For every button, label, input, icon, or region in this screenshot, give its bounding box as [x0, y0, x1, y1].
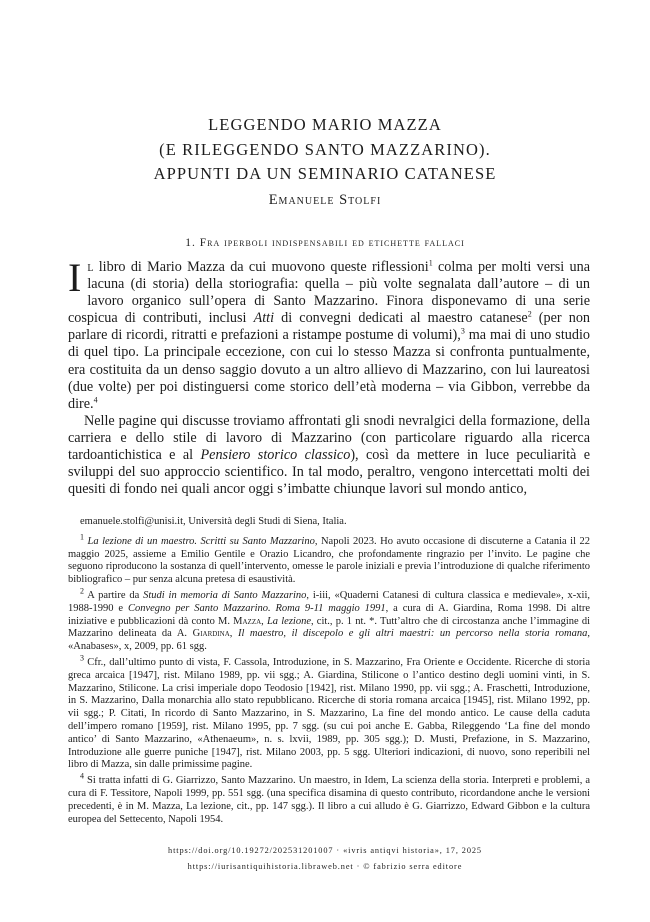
title-line-2: (E RILEGGENDO SANTO MAZZARINO). [159, 139, 491, 159]
title-line-1: LEGGENDO MARIO MAZZA [208, 115, 442, 134]
footnote-ref-3[interactable]: 3 [460, 326, 465, 336]
drop-cap: I [68, 255, 82, 300]
author-affiliation: emanuele.stolfi@unisi.it, Università degli Studi di Siena, Italia. [80, 516, 347, 527]
footnote-ref-4[interactable]: 4 [93, 395, 98, 405]
footnote-1: $^1$ La lezione di un maestro. Scritti su Santo Mazzarino, Napoli 2023. Ho avuto occasione di discuterne a Catania il 22 maggio 2025, assieme a Emilio Gentile e Orazio Licandro, che profondamente ringrazio per l’invito. Le pagine che seguono riproducono la sostanza di quell’intervento, omesse le parole iniziali e previa l’introduzione di qualche riferimento bibliografico – pur senza alcuna pretesa di esaustività. [68, 532, 591, 586]
footer-website-line: https://iurisantiquihistoria.libraweb.net · © fabrizio serra editore [187, 862, 463, 871]
footnotes [68, 516, 590, 829]
footer-doi-line: https://doi.org/10.19272/202531201007 · «ivris antiqvi historia», 17, 2025 [168, 846, 482, 855]
paragraph-1: Il libro di Mario Mazza da cui muovono queste riflessioni$^1$ colma per molti versi una lacuna (di storia) della storiografia: quella – più volte segnalata dall’autore – di un lavoro organico sull’opera di Santo Mazzarino. Finora disponevamo di una serie cospicua di contributi, inclusi Atti di convegni dedicati al maestro catanese$^2$ (per non parlare di ricordi, ritratti e prefazioni a ristampe postume di volumi),$^3$ ma mai di uno studio di quel tipo. La principale eccezione, con cui lo stesso Mazza si confronta puntualmente, era costituita da un denso saggio dovuto a un altro allievo di Mazzarino, con lui laureatosi (due volte) per poi distinguersi come storico dell’età moderna – via Gibbon, verrebbe da dire.$^4$ [68, 255, 591, 412]
footnote-2: $^2$ A partire da Studi in memoria di Santo Mazzarino, i-iii, «Quaderni Catanesi di cultura classica e medievale», x-xii, 1988-1990 e Convegno per Santo Mazzarino. Roma 9-11 maggio 1991, a cura di A. Giardina, Roma 1998. Di altre iniziative e pubblicazioni dà conto M. Mazza, La lezione, cit., p. 1 nt. *. Tutt’altro che di circostanza anche l’immagine di Mazzarino delineata da A. Giardina, Il maestro, il discepolo e gli altri maestri: un percorso nella storia romana, «Anabases», x, 2009, pp. 61 sgg. [68, 586, 591, 653]
footnote-ref-2[interactable]: 2 [527, 309, 532, 319]
section-heading: 1. Fra iperboli indispensabili ed etichette fallaci [185, 237, 465, 249]
footnote-4: $^4$ Si tratta infatti di G. Giarrizzo, Santo Mazzarino. Un maestro, in Idem, La scienza della storia. Interpreti e problemi, a cura di F. Tessitore, Napoli 1999, pp. 551 sgg. (una specifica disamina di questo contributo, ricordandone anche le versioni precedenti, è in M. Mazza, La lezione, cit., pp. 147 sgg.). Il libro a cui alludo è G. Giarrizzo, Edward Gibbon e la cultura europea del Settecento, Napoli 1954. [68, 771, 590, 825]
title-line-3: APPUNTI DA UN SEMINARIO CATANESE [153, 164, 497, 183]
author-name: Emanuele Stolfi [268, 192, 382, 208]
footnote-3: $^3$ Cfr., dall’ultimo punto di vista, F. Cassola, Introduzione, in S. Mazzarino, Fra Oriente e Occidente. Ricerche di storia greca arcaica [1947], rist. Milano 1989, pp. vii sgg.; A. Giardina, Stilicone o l’antico destino degli uomini vinti, in S. Mazzarino, Stilicone. La crisi imperiale dopo Teodosio [1942], rist. Milano 1990, pp. vii sgg.; A. Fraschetti, Introduzione, in S. Mazzarino, Dalla monarchia allo stato repubblicano. Ricerche di storia romana arcaica [1945], rist. Milano 1992, pp. vii sgg.; P. Citati, In ricordo di Santo Mazzarino, in S. Mazzarino, La fine del mondo antico. Le cause della caduta dell’impero romano [1959], rist. Milano 1995, pp. 7 sgg. (su cui poi anche E. Gabba, Rileggendo ‘La fine del mondo antico’ di Santo Mazzarino, «Athenaeum», n. s. lxvii, 1989, pp. 305 sgg.); D. Musti, Prefazione, in S. Mazzarino, Introduzione alle guerre puniche [1947], rist. Milano 2003, pp. 5 sgg. Ulteriori indicazioni, di nuovo, sono reperibili nel libro di Mazza, sin dalle primissime pagine. [68, 653, 590, 771]
footnote-ref-1[interactable]: 1 [428, 258, 433, 268]
body-text [68, 255, 591, 498]
article-title [0, 113, 650, 187]
paragraph-2: Nelle pagine qui discusse troviamo affrontati gli snodi nevralgici della formazione, della carriera e dello stile di lavoro di Mazzarino (con particolare riguardo alla ricerca tardoantichistica e al Pensiero storico classico), così da mettere in luce peculiarità e sviluppi del suo approccio scientifico. In tal modo, peraltro, vengono intercettati molti dei quesiti di fondo nei quali ancor oggi s’imbatte chiunque lavori sul mondo antico, [68, 412, 590, 498]
